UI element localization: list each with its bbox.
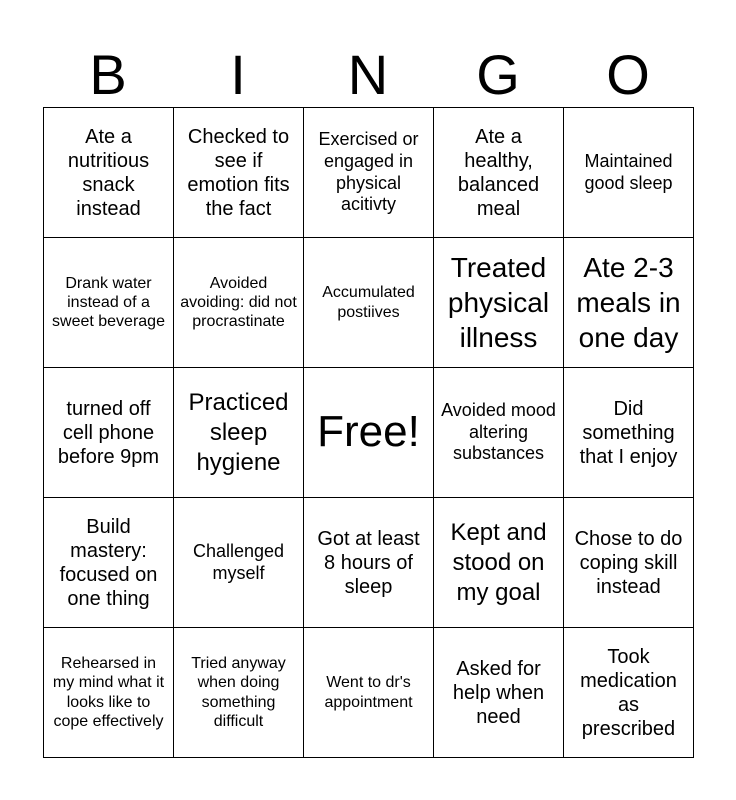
header-letter-i: I <box>230 43 246 106</box>
bingo-cell[interactable]: Tried anyway when doing something difficult <box>174 628 304 758</box>
bingo-cell[interactable]: Took medication as prescribed <box>564 628 694 758</box>
bingo-cell[interactable]: Got at least 8 hours of sleep <box>304 498 434 628</box>
bingo-cell[interactable]: Kept and stood on my goal <box>434 498 564 628</box>
bingo-cell[interactable]: Build mastery: focused on one thing <box>44 498 174 628</box>
bingo-cell[interactable]: Ate a nutritious snack instead <box>44 108 174 238</box>
bingo-cell[interactable]: Practiced sleep hygiene <box>174 368 304 498</box>
bingo-cell[interactable]: Went to dr's appointment <box>304 628 434 758</box>
header-letter-n: N <box>347 43 389 106</box>
bingo-card <box>43 107 694 758</box>
bingo-row <box>44 108 694 238</box>
bingo-cell[interactable]: Maintained good sleep <box>564 108 694 238</box>
header-letter-g: G <box>476 43 520 106</box>
bingo-cell[interactable]: Ate 2-3 meals in one day <box>564 238 694 368</box>
free-space-cell[interactable]: Free! <box>304 368 434 498</box>
bingo-cell[interactable]: Ate a healthy, balanced meal <box>434 108 564 238</box>
bingo-cell[interactable]: Avoided mood altering substances <box>434 368 564 498</box>
bingo-cell[interactable]: Chose to do coping skill instead <box>564 498 694 628</box>
bingo-cell[interactable]: Avoided avoiding: did not procrastinate <box>174 238 304 368</box>
bingo-cell[interactable]: Asked for help when need <box>434 628 564 758</box>
bingo-row <box>44 628 694 758</box>
bingo-row <box>44 238 694 368</box>
bingo-row <box>44 498 694 628</box>
bingo-cell[interactable]: Rehearsed in my mind what it looks like to cope effectively <box>44 628 174 758</box>
bingo-row <box>44 368 694 498</box>
bingo-cell[interactable]: Accumulated postiives <box>304 238 434 368</box>
bingo-cell[interactable]: Treated physical illness <box>434 238 564 368</box>
bingo-header <box>43 42 693 108</box>
bingo-cell[interactable]: Did something that I enjoy <box>564 368 694 498</box>
bingo-cell[interactable]: turned off cell phone before 9pm <box>44 368 174 498</box>
bingo-cell[interactable]: Checked to see if emotion fits the fact <box>174 108 304 238</box>
header-letter-o: O <box>606 43 650 106</box>
bingo-cell[interactable]: Challenged myself <box>174 498 304 628</box>
bingo-cell[interactable]: Drank water instead of a sweet beverage <box>44 238 174 368</box>
header-letter-b: B <box>89 43 127 106</box>
bingo-cell[interactable]: Exercised or engaged in physical acitivty <box>304 108 434 238</box>
